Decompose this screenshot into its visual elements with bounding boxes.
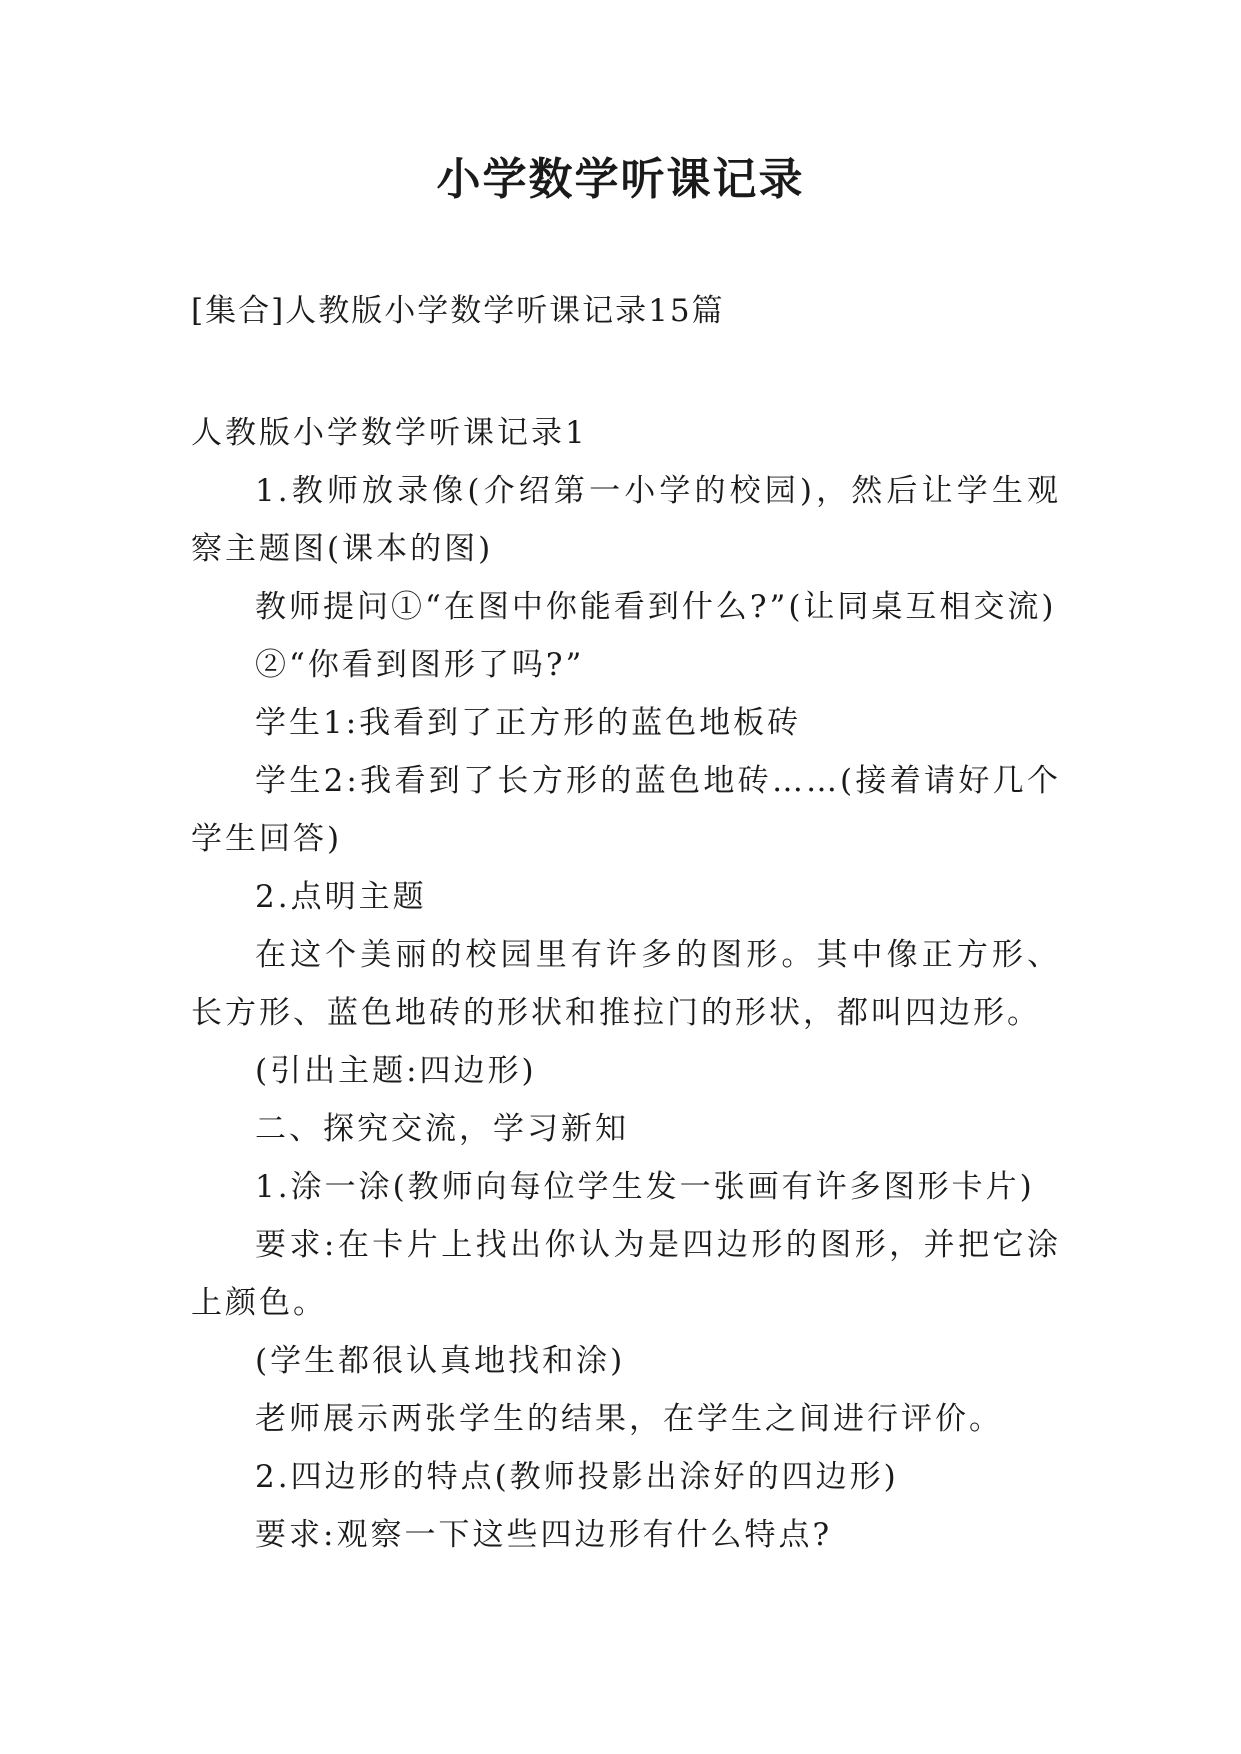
paragraph: ②“你看到图形了吗?”: [255, 647, 585, 683]
paragraph: 2.四边形的特点(教师投影出涂好的四边形): [255, 1459, 899, 1495]
document-title: 小学数学听课记录: [436, 154, 805, 205]
document-body: [191, 404, 1061, 1564]
paragraph: 教师提问①“在图中你能看到什么?”(让同桌互相交流): [255, 589, 1057, 625]
paragraph: 老师展示两张学生的结果，在学生之间进行评价。: [255, 1401, 1003, 1437]
paragraph: (学生都很认真地找和涂): [255, 1343, 626, 1379]
document-subtitle: [集合]人教版小学数学听课记录15篇: [191, 293, 725, 329]
paragraph: 1.涂一涂(教师向每位学生发一张画有许多图形卡片): [255, 1169, 1035, 1205]
paragraph: 学生2:我看到了长方形的蓝色地砖……(接着请好几个学生回答): [191, 763, 1061, 857]
paragraph: 1.教师放录像(介绍第一小学的校园)，然后让学生观察主题图(课本的图): [191, 473, 1061, 567]
section-heading: 人教版小学数学听课记录1: [191, 415, 588, 451]
paragraph: 二、探究交流，学习新知: [255, 1111, 629, 1147]
paragraph: 要求:在卡片上找出你认为是四边形的图形，并把它涂上颜色。: [191, 1227, 1061, 1321]
paragraph: 要求:观察一下这些四边形有什么特点?: [255, 1517, 833, 1553]
paragraph: (引出主题:四边形): [255, 1053, 537, 1089]
paragraph: 在这个美丽的校园里有许多的图形。其中像正方形、长方形、蓝色地砖的形状和推拉门的形状，都叫四边形。: [191, 937, 1061, 1031]
paragraph: 2.点明主题: [255, 879, 427, 915]
paragraph: 学生1:我看到了正方形的蓝色地板砖: [255, 705, 802, 741]
